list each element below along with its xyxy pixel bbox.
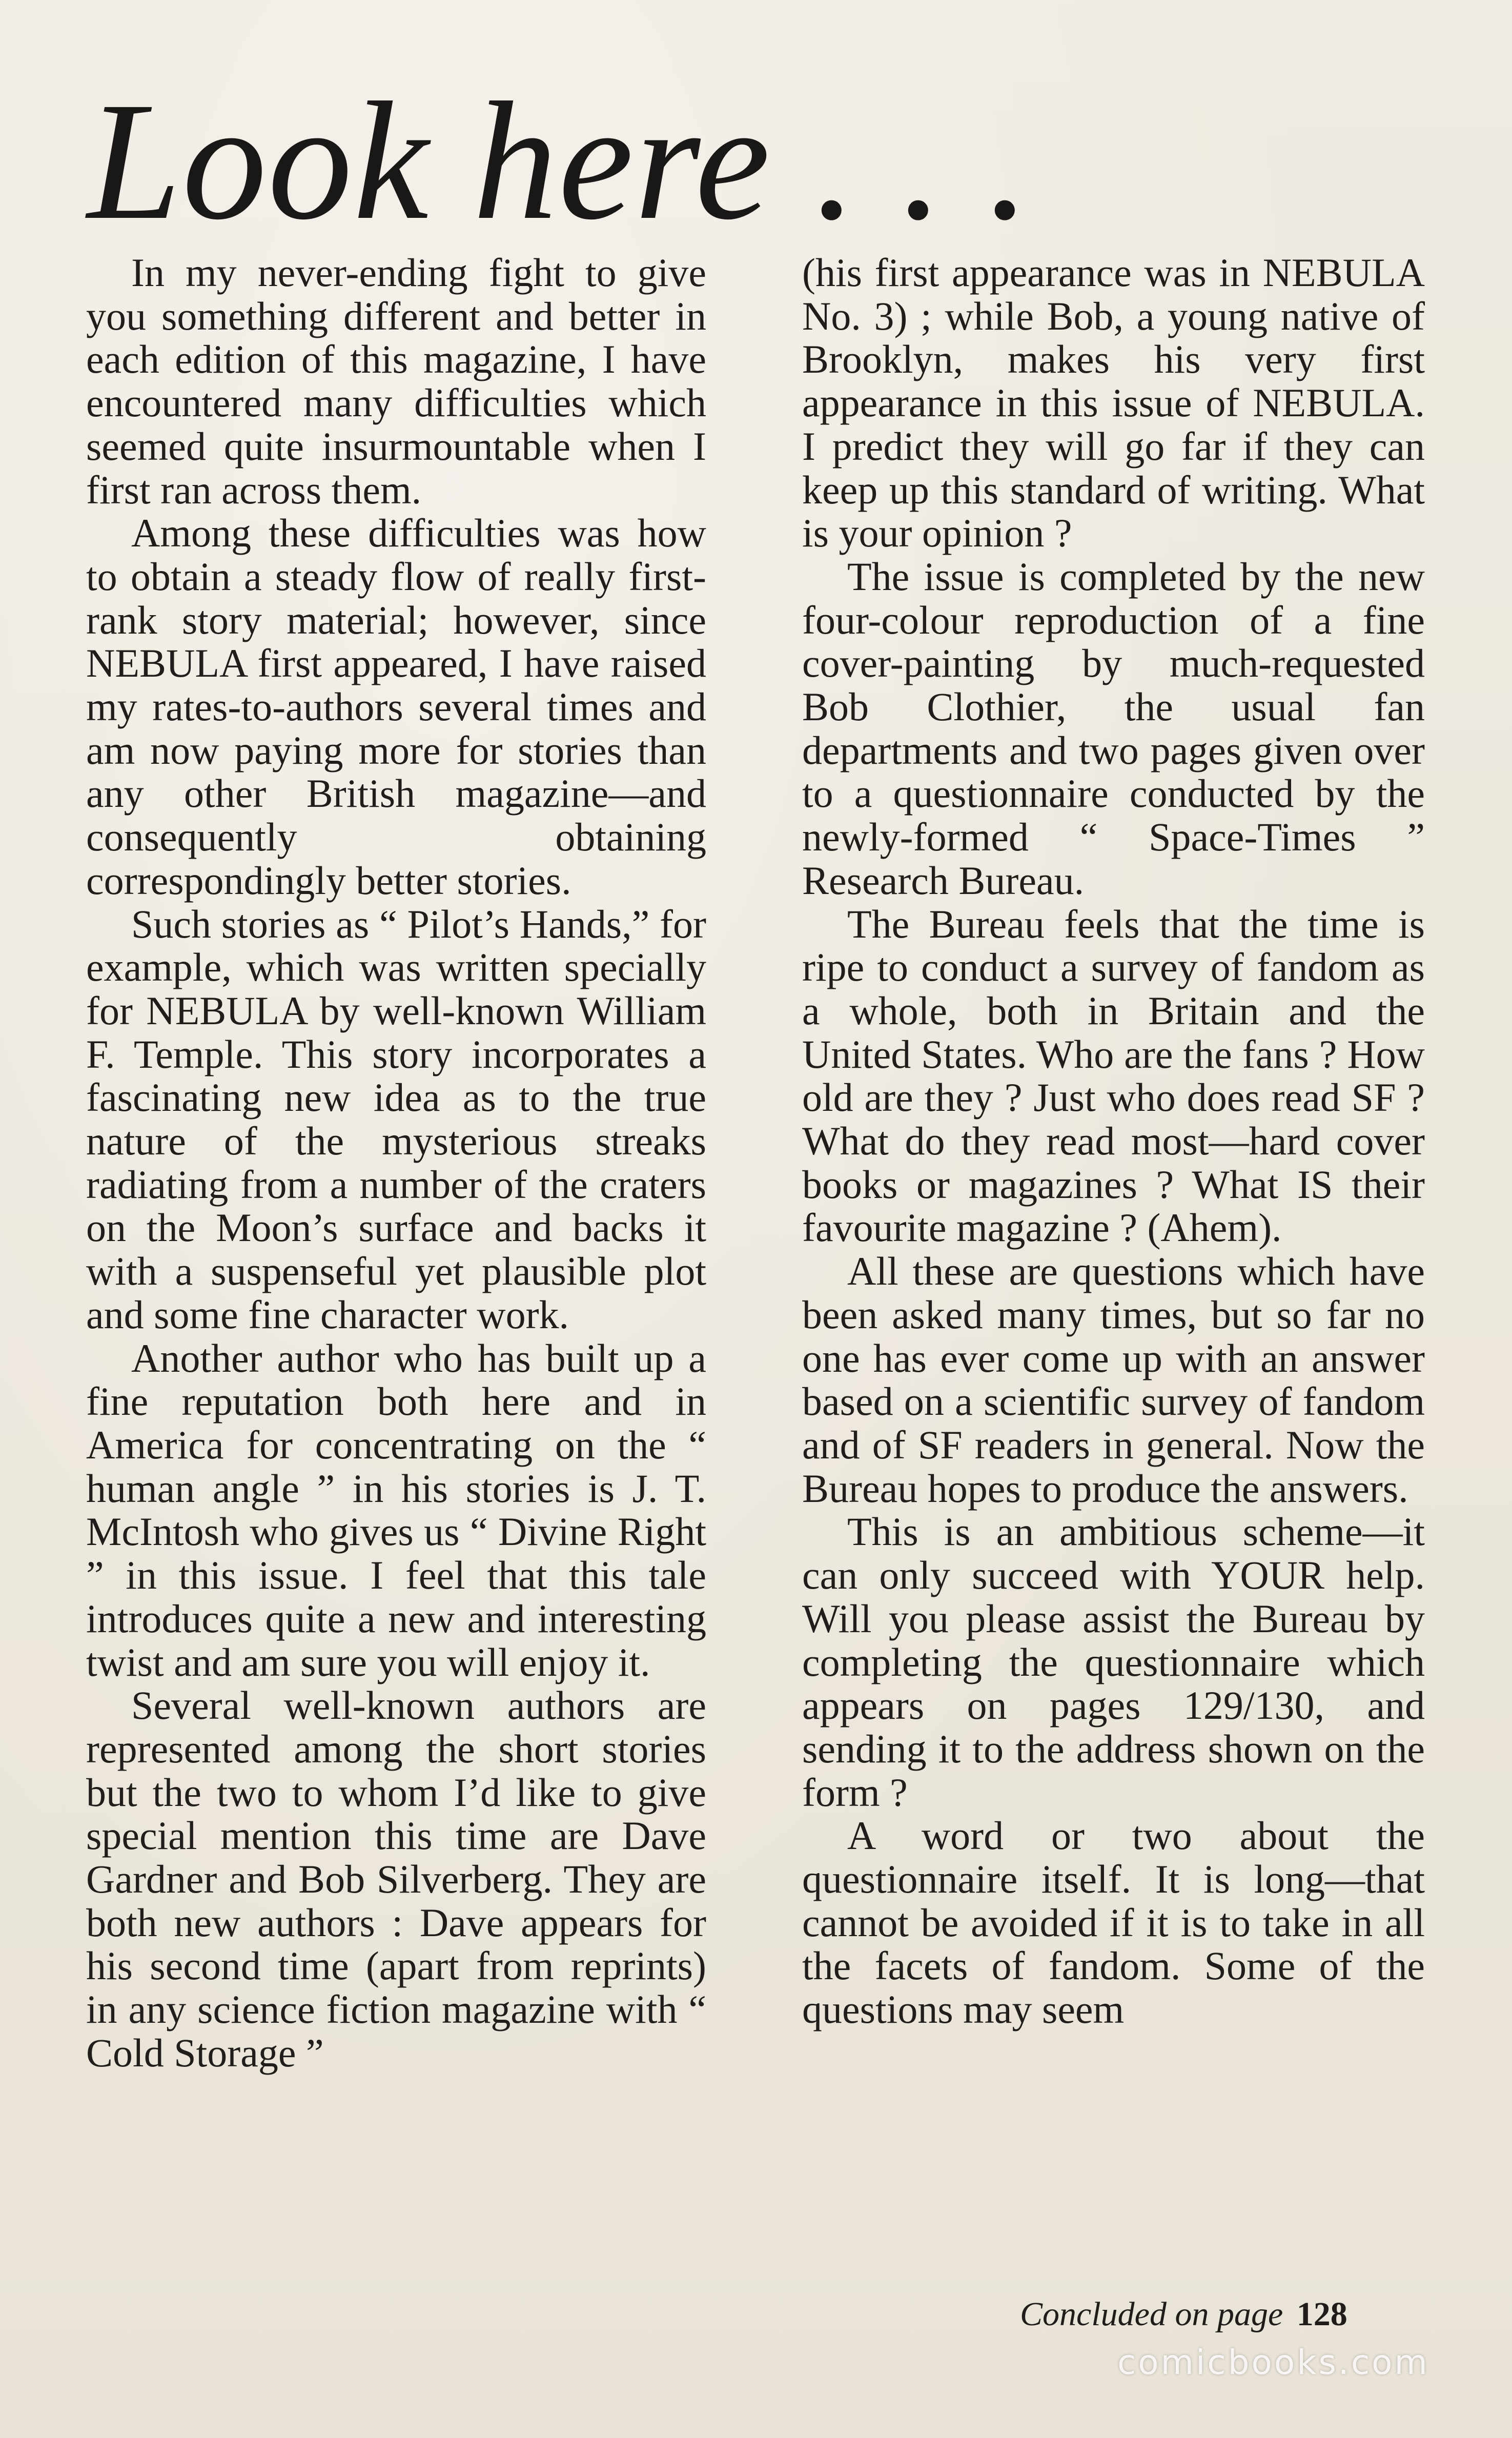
continuation-note xyxy=(1020,2295,1347,2333)
continuation-text: Concluded on page xyxy=(1020,2295,1283,2333)
paragraph: This is an ambitious scheme—it can only succeed with YOUR help. Will you please assist the Bureau by completing the questionnaire which appears on pages 129/130, and sending it to the address shown on the form ? xyxy=(802,1509,1425,1815)
paragraph: The issue is completed by the new four-colour reproduction of a fine cover-painting by much-requested Bob Clothier, the usual fan departments and two pages given over to a questionnaire conducted by the newly-formed “ Space-Times ” Research Bureau. xyxy=(802,554,1425,903)
paragraph: All these are questions which have been asked many times, but so far no one has ever come up with an answer based on a scientific survey of fandom and of SF readers in general. Now the Bureau hopes to produce the answers. xyxy=(802,1249,1425,1511)
continuation-page-number: 128 xyxy=(1296,2295,1347,2333)
paragraph: A word or two about the questionnaire itself. It is long—that cannot be avoided if it is to take in all the facets of fandom. Some of the questions may seem xyxy=(802,1813,1425,2032)
paragraph: Several well-known authors are represented among the short stories but the two to whom I’d like to give special mention this time are Dave Gardner and Bob Silverberg. They are both new authors : Dave appears for his second time (apart from reprints) in any science fiction magazine with “ Cold Storage ” xyxy=(86,1683,706,2075)
left-column xyxy=(86,251,706,2075)
paragraph: The Bureau feels that the time is ripe to conduct a survey of fandom as a whole, both in Britain and the United States. Who are the fans ? How old are they ? Just who does read SF ? What do they read most—hard cover books or magazines ? What IS their favourite magazine ? (Ahem). xyxy=(802,901,1425,1250)
right-column xyxy=(802,251,1425,2031)
page-title: Look here . . . xyxy=(87,68,1031,255)
paragraph-continued: (his first appearance was in NEBULA No. 3) ; while Bob, a young native of Brooklyn, makes his very first appearance in this issue of NEBULA. I predict they will go far if they can keep up this standard of writing. What is your opinion ? xyxy=(802,250,1425,556)
paragraph: Such stories as “ Pilot’s Hands,” for example, which was written specially for NEBULA by well-known William F. Temple. This story incorporates a fascinating new idea as to the true nature of the mysterious streaks radiating from a number of the craters on the Moon’s surface and backs it with a suspenseful yet plausible plot and some fine character work. xyxy=(86,901,706,1337)
paragraph: Another author who has built up a fine reputation both here and in America for concentrating on the “ human angle ” in his stories is J. T. McIntosh who gives us “ Divine Right ” in this issue. I feel that this tale introduces quite a new and interesting twist and am sure you will enjoy it. xyxy=(86,1335,706,1684)
watermark: comicbooks.com xyxy=(1117,2343,1429,2382)
paragraph: In my never-ending fight to give you something different and better in each edition of this magazine, I have encountered many difficulties which seemed quite insurmountable when I first ran across them. xyxy=(86,250,706,512)
paragraph: Among these difficulties was how to obtain a steady flow of really first-rank story material; however, since NEBULA first appeared, I have raised my rates-to-authors several times and am now paying more for stories than any other British magazine—and consequently obtaining correspondingly better stories. xyxy=(86,511,706,903)
